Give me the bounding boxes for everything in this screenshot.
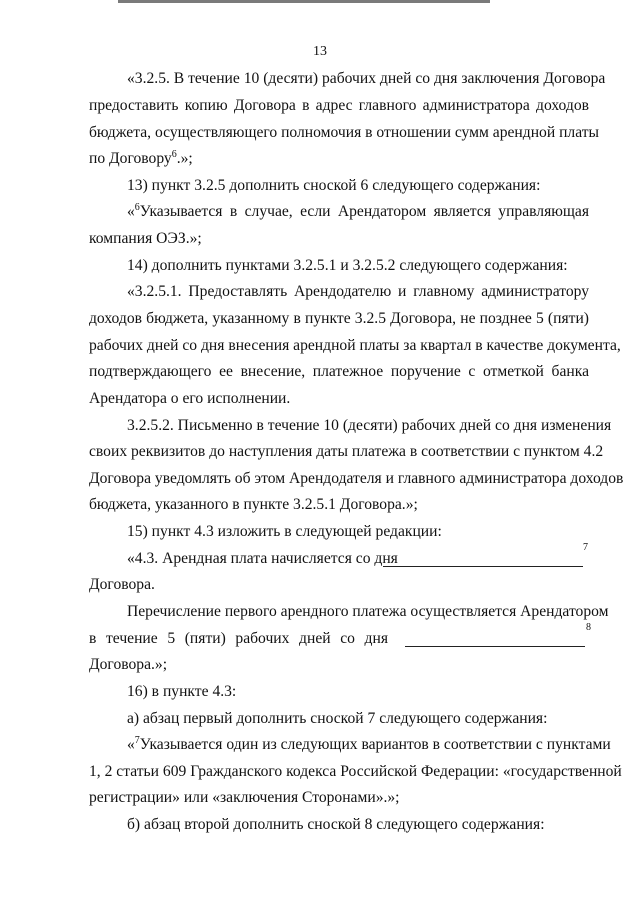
text-line: своих реквизитов до наступления даты платежа в соответствии с пунктом 4.2 [89, 443, 604, 460]
text-line: Договора уведомлять об этом Арендодателя и главного администратора доходов [89, 470, 624, 487]
text-line: регистрации» или «заключения Сторонами».»; [89, 789, 400, 806]
text-line [127, 735, 611, 754]
text-line: подтверждающего ее внесение, платежное поручение с отметкой банка [89, 363, 589, 380]
text-line: «3.2.5.1. Предоставлять Арендодателю и главному администратору [127, 283, 589, 300]
text-line: предоставить копию Договора в адрес главного администратора доходов [89, 97, 589, 114]
text-line: бюджета, осуществляющего полномочия в отношении сумм арендной платы [89, 124, 600, 141]
footnote-ref: 6 [171, 149, 177, 160]
text-line: 1, 2 статьи 609 Гражданского кодекса Российской Федерации: «государственной [89, 763, 622, 780]
fill-in-blank [405, 646, 585, 647]
text-line: Договора.»; [89, 656, 168, 673]
scan-edge-artifact [118, 0, 490, 3]
text-line: бюджета, указанного в пункте 3.2.5.1 Договора.»; [89, 496, 418, 513]
text-line: 13) пункт 3.2.5 дополнить сноской 6 следующего содержания: [127, 177, 541, 194]
text-line [89, 150, 193, 168]
text-line: 16) в пункте 4.3: [127, 683, 237, 700]
page-number: 13 [313, 44, 327, 59]
text-fragment: Указывается в случае, если Арендатором является управляющая [139, 203, 589, 220]
text-line: 15) пункт 4.3 изложить в следующей редакции: [127, 523, 442, 540]
text-line: Перечисление первого арендного платежа осуществляется Арендатором [127, 603, 609, 620]
text-line: Договора. [89, 576, 155, 593]
text-line: «4.3. Арендная плата начисляется со дня [127, 550, 398, 567]
text-line: а) абзац первый дополнить сноской 7 следующего содержания: [127, 710, 548, 727]
text-line: «3.2.5. В течение 10 (десяти) рабочих дней со дня заключения Договора [127, 70, 606, 87]
footnote-ref: 8 [586, 622, 591, 633]
text-line: доходов бюджета, указанному в пункте 3.2.5 Договора, не позднее 5 (пяти) [89, 310, 589, 327]
text-line: в течение 5 (пяти) рабочих дней со дня [89, 630, 388, 647]
fill-in-blank [383, 566, 583, 567]
text-line [127, 203, 589, 221]
text-line: компания ОЭЗ.»; [89, 230, 202, 247]
footnote-ref: 6 [134, 202, 140, 213]
text-line: 14) дополнить пунктами 3.2.5.1 и 3.2.5.2 следующего содержания: [127, 257, 568, 274]
text-line: рабочих дней со дня внесения арендной платы за квартал в качестве документа, [89, 337, 621, 354]
text-line: 3.2.5.2. Письменно в течение 10 (десяти) рабочих дней со дня изменения [127, 417, 612, 434]
text-fragment: Указывается один из следующих вариантов в соответствии с пунктами [139, 736, 611, 753]
text-line: Арендатора о его исполнении. [89, 390, 291, 407]
text-fragment: « [127, 203, 135, 220]
footnote-ref: 7 [583, 542, 588, 553]
footnote-ref: 7 [134, 735, 140, 746]
text-line: б) абзац второй дополнить сноской 8 следующего содержания: [127, 816, 545, 833]
text-fragment: по Договору [89, 150, 172, 167]
text-fragment: « [127, 736, 135, 753]
text-fragment: .»; [176, 150, 193, 167]
